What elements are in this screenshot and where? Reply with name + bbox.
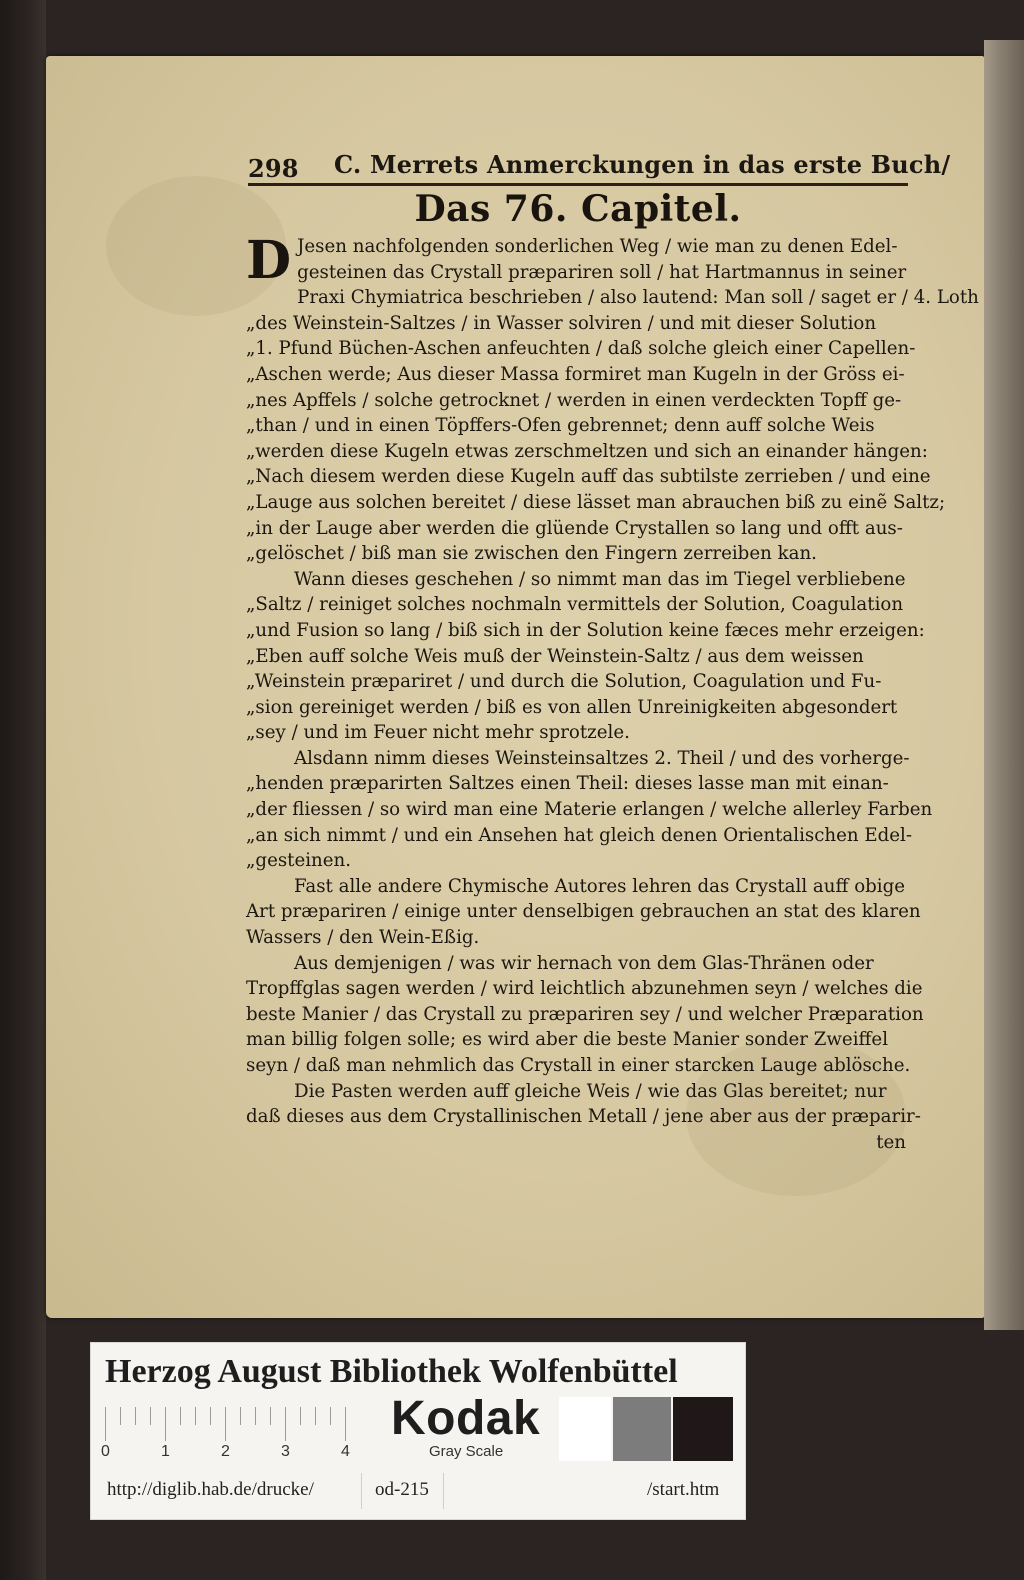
text-line: Die Pasten werden auff gleiche Weis / wie das Glas bereitet; nur: [294, 1080, 887, 1102]
gray-swatch-white: [559, 1397, 611, 1461]
scale-number: 1: [161, 1443, 170, 1460]
text-line: Jesen nachfolgenden sonderlichen Weg / wie man zu denen Edel-: [297, 236, 898, 257]
drop-cap: D: [246, 230, 292, 291]
text-line: daß dieses aus dem Crystallinischen Metall / jene aber aus der præparir-: [246, 1106, 921, 1128]
archive-label-card: [90, 1342, 746, 1520]
text-line: seyn / daß man nehmlich das Crystall in einer starcken Lauge ablösche.: [246, 1055, 911, 1076]
text-line: „gelöschet / biß man sie zwischen den Fingern zerreiben kan.: [246, 543, 817, 565]
text-line: „henden præparirten Saltzes einen Theil: dieses lasse man mit einan-: [246, 773, 889, 795]
text-line: „in der Lauge aber werden die glüende Crystallen so lang und offt aus-: [246, 517, 903, 539]
text-line: gesteinen das Crystall præpariren soll / hat Hartmannus in seiner: [297, 261, 907, 283]
kodak-logo: Kodak: [391, 1392, 541, 1445]
text-line: „sey / und im Feuer nicht mehr sprotzele.: [246, 722, 630, 744]
scale-number: 2: [221, 1443, 230, 1460]
text-line: Wassers / den Wein-Eßig.: [246, 927, 480, 949]
divider: [443, 1473, 444, 1509]
text-line: „Nach diesem werden diese Kugeln auff das subtilste zerrieben / und eine: [246, 466, 931, 488]
divider: [361, 1473, 362, 1509]
text-line: Wann dieses geschehen / so nimmt man das im Tiegel verbliebene: [294, 568, 906, 590]
text-line: Art præpariren / einige unter denselbigen gebrauchen an stat des klaren: [246, 901, 921, 923]
url-prefix: http://diglib.hab.de/drucke/: [107, 1479, 314, 1500]
scale-number: 0: [101, 1443, 110, 1460]
scale-number: 4: [341, 1443, 350, 1460]
text-line: Aus demjenigen / was wir hernach von dem Glas-Thränen oder: [294, 952, 874, 974]
scale-ruler: [105, 1407, 369, 1441]
gray-swatch-black: [673, 1397, 733, 1461]
text-line: beste Manier / das Crystall zu præpariren sey / und welcher Præparation: [246, 1003, 924, 1025]
running-header: [248, 150, 951, 184]
running-head-title: C. Merrets Anmerckungen in das erste Buch/: [334, 150, 951, 179]
gray-swatch-mid: [613, 1397, 671, 1461]
text-line: „than / und in einen Töpffers-Ofen gebrennet; denn auff solche Weis: [246, 415, 875, 437]
header-rule: [248, 183, 908, 186]
text-line: Tropffglas sagen werden / wird leichtlich abzunehmen seyn / welches die: [246, 978, 923, 1000]
gray-scale-label: Gray Scale: [429, 1443, 504, 1460]
page-number: 298: [248, 154, 299, 183]
text-line: „Aschen werde; Aus dieser Massa formiret man Kugeln in der Gröss ei-: [246, 363, 905, 385]
text-line: „nes Apffels / solche getrocknet / werden in einen verdeckten Topff ge-: [246, 389, 902, 411]
text-line: Fast alle andere Chymische Autores lehren das Crystall auff obige: [294, 875, 906, 897]
library-name: Herzog August Bibliothek Wolfenbüttel: [105, 1353, 678, 1390]
text-line: „Saltz / reiniget solches nochmaln vermittels der Solution, Coagulation: [246, 594, 904, 616]
next-page-edge: [984, 40, 1024, 1330]
url-id: od-215: [375, 1479, 429, 1500]
text-line: Praxi Chymiatrica beschrieben / also lautend: Man soll / saget er / 4. Loth: [297, 287, 979, 309]
body-text: [246, 230, 979, 1155]
text-line: Alsdann nimm dieses Weinsteinsaltzes 2. Theil / und des vorherge-: [294, 747, 910, 769]
text-line: „werden diese Kugeln etwas zerschmeltzen und sich an einander hängen:: [246, 440, 928, 462]
chapter-title: Das 76. Capitel.: [414, 188, 742, 230]
text-line: „gesteinen.: [246, 850, 352, 872]
text-line: ten: [876, 1131, 906, 1153]
url-suffix: /start.htm: [647, 1479, 720, 1500]
scale-number: 3: [281, 1443, 290, 1460]
text-line: „sion gereiniget werden / biß es von allen Unreinigkeiten abgesondert: [246, 696, 898, 718]
text-line: „der fliessen / so wird man eine Materie erlangen / welche allerley Farben: [246, 799, 933, 821]
text-line: „Weinstein præpariret / und durch die Solution, Coagulation und Fu-: [246, 671, 882, 693]
text-line: „1. Pfund Büchen-Aschen anfeuchten / daß solche gleich einer Capellen-: [246, 338, 916, 360]
text-line: „und Fusion so lang / biß sich in der Solution keine fæces mehr erzeigen:: [246, 619, 925, 641]
text-line: man billig folgen solle; es wird aber die beste Manier sonder Zweiffel: [246, 1029, 889, 1051]
text-line: „des Weinstein-Saltzes / in Wasser solviren / und mit dieser Solution: [246, 312, 877, 334]
text-line: „Eben auff solche Weis muß der Weinstein-Saltz / aus dem weissen: [246, 645, 864, 667]
text-line: „Lauge aus solchen bereitet / diese lässet man abrauchen biß zu einẽ Saltz;: [246, 491, 946, 513]
book-spine-left: [0, 0, 46, 1580]
text-line: „an sich nimmt / und ein Ansehen hat gleich denen Orientalischen Edel-: [246, 824, 913, 846]
